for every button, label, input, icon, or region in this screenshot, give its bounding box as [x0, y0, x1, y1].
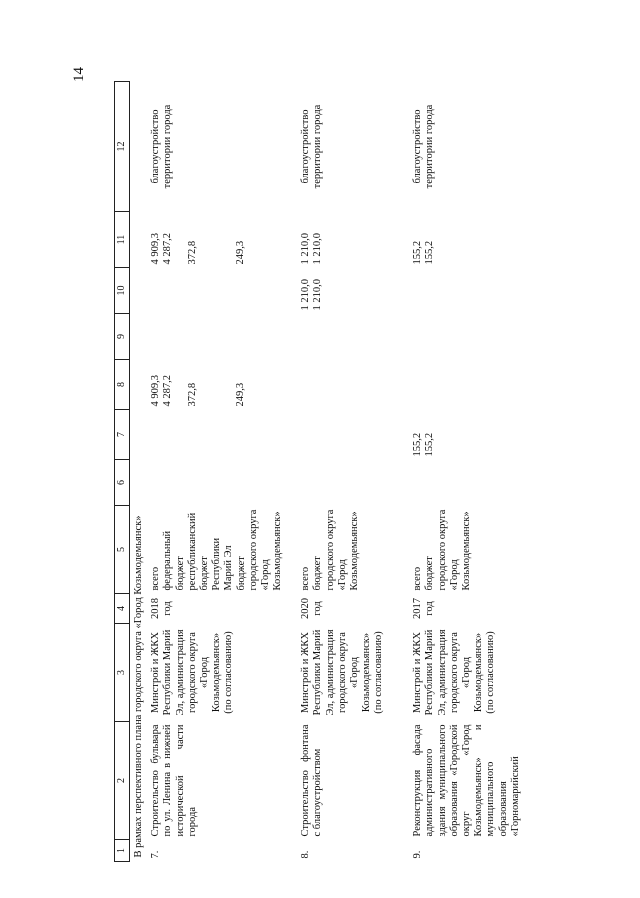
table-row — [298, 82, 410, 862]
funding-sources — [410, 506, 550, 594]
col9-value — [298, 314, 410, 360]
col8-city: 249,3 — [234, 382, 246, 407]
row-number: 7. — [150, 850, 162, 859]
col-header-8: 8 — [115, 360, 130, 410]
expected-result: благоустройство территории города — [150, 104, 174, 189]
col-header-11: 11 — [115, 212, 130, 268]
activity-name: Строительство фонтана с благоустройством — [300, 724, 324, 837]
source-republic: республиканский бюджет Республики Марий Эл — [186, 512, 235, 591]
col7-values — [410, 410, 550, 460]
col-header-4: 4 — [115, 594, 130, 624]
activity-name: Строительство бульвара по ул. Ленина в нижней исторической части города — [150, 724, 198, 837]
col-header-2: 2 — [115, 722, 130, 840]
col11-city: 249,3 — [234, 240, 246, 265]
col-header-1: 1 — [115, 840, 130, 862]
year: 2020 год — [300, 598, 324, 619]
col10-value — [410, 268, 550, 314]
col7-value — [148, 410, 298, 460]
col8-federal: 4 287,2 — [162, 375, 174, 407]
col8-value — [410, 360, 550, 410]
executor: Минстрой и ЖКХ Республики Марий Эл, администрация городского округа «Город Козьмодемьянск» (по согласованию) — [150, 629, 235, 716]
col11-total: 155,2 — [412, 240, 424, 265]
col-header-5: 5 — [115, 506, 130, 594]
section-row — [130, 82, 149, 862]
row-number: 8. — [300, 850, 312, 859]
source-total: всего — [300, 566, 312, 591]
table-row — [410, 82, 550, 862]
col11-values — [410, 212, 550, 268]
col11-values — [298, 212, 410, 268]
source-city: бюджет городского округа «Город Козьмодемьянск» — [235, 509, 284, 591]
year: 2017 год — [412, 598, 436, 619]
col6-value — [148, 460, 298, 506]
source-city: бюджет городского округа «Город Козьмодемьянск» — [312, 509, 361, 591]
col11-values — [148, 212, 298, 268]
executor: Минстрой и ЖКХ Республики Марий Эл, администрация городского округа «Город Козьмодемьянск» (по согласованию) — [412, 629, 497, 716]
col11-federal: 4 287,2 — [162, 233, 174, 265]
col-header-12: 12 — [115, 82, 130, 212]
row-number: 9. — [412, 850, 424, 859]
col6-value — [410, 460, 550, 506]
col8-values — [148, 360, 298, 410]
col6-value — [298, 460, 410, 506]
source-total: всего — [412, 566, 424, 591]
col8-total: 4 909,3 — [150, 375, 162, 407]
col10-city: 1 210,0 — [312, 279, 324, 311]
column-header-row — [115, 82, 130, 862]
col10-value — [148, 268, 298, 314]
col10-total: 1 210,0 — [300, 279, 312, 311]
expected-result: благоустройство территории города — [412, 104, 436, 189]
section-title: В рамках перспективного плана городского округа «Город Козьмодемьянск» — [133, 515, 144, 858]
col-header-3: 3 — [115, 624, 130, 722]
funding-sources — [298, 506, 410, 594]
col9-value — [410, 314, 550, 360]
col8-value — [298, 360, 410, 410]
year: 2018 год — [150, 598, 174, 619]
col11-city: 155,2 — [424, 240, 436, 265]
program-table-sheet — [114, 82, 534, 862]
col-header-7: 7 — [115, 410, 130, 460]
source-city: бюджет городского округа «Город Козьмодемьянск» — [424, 509, 473, 591]
col8-republic: 372,8 — [186, 382, 198, 407]
source-total: всего — [150, 566, 162, 591]
expected-result: благоустройство территории города — [300, 104, 324, 189]
funding-sources — [148, 506, 298, 594]
col11-republic: 372,8 — [186, 240, 198, 265]
source-federal: федеральный бюджет — [162, 530, 186, 591]
col7-city: 155,2 — [424, 432, 436, 457]
col11-city: 1 210,0 — [312, 233, 324, 265]
col7-value — [298, 410, 410, 460]
page-number: 14 — [71, 67, 87, 82]
col-header-6: 6 — [115, 460, 130, 506]
executor: Минстрой и ЖКХ Республики Марий Эл, администрация городского округа «Город Козьмодемьянск» (по согласованию) — [300, 629, 385, 716]
activity-name: Реконструкция фасада административного здания муниципального образования «Городской округ «Город Козьмодемьянск» и муниципального образования «Горномарийский — [412, 724, 521, 837]
col-header-10: 10 — [115, 268, 130, 314]
program-table — [114, 81, 550, 862]
col7-total: 155,2 — [412, 432, 424, 457]
table-row — [148, 82, 298, 862]
col10-values — [298, 268, 410, 314]
col9-value — [148, 314, 298, 360]
col-header-9: 9 — [115, 314, 130, 360]
col11-total: 4 909,3 — [150, 233, 162, 265]
col11-total: 1 210,0 — [300, 233, 312, 265]
